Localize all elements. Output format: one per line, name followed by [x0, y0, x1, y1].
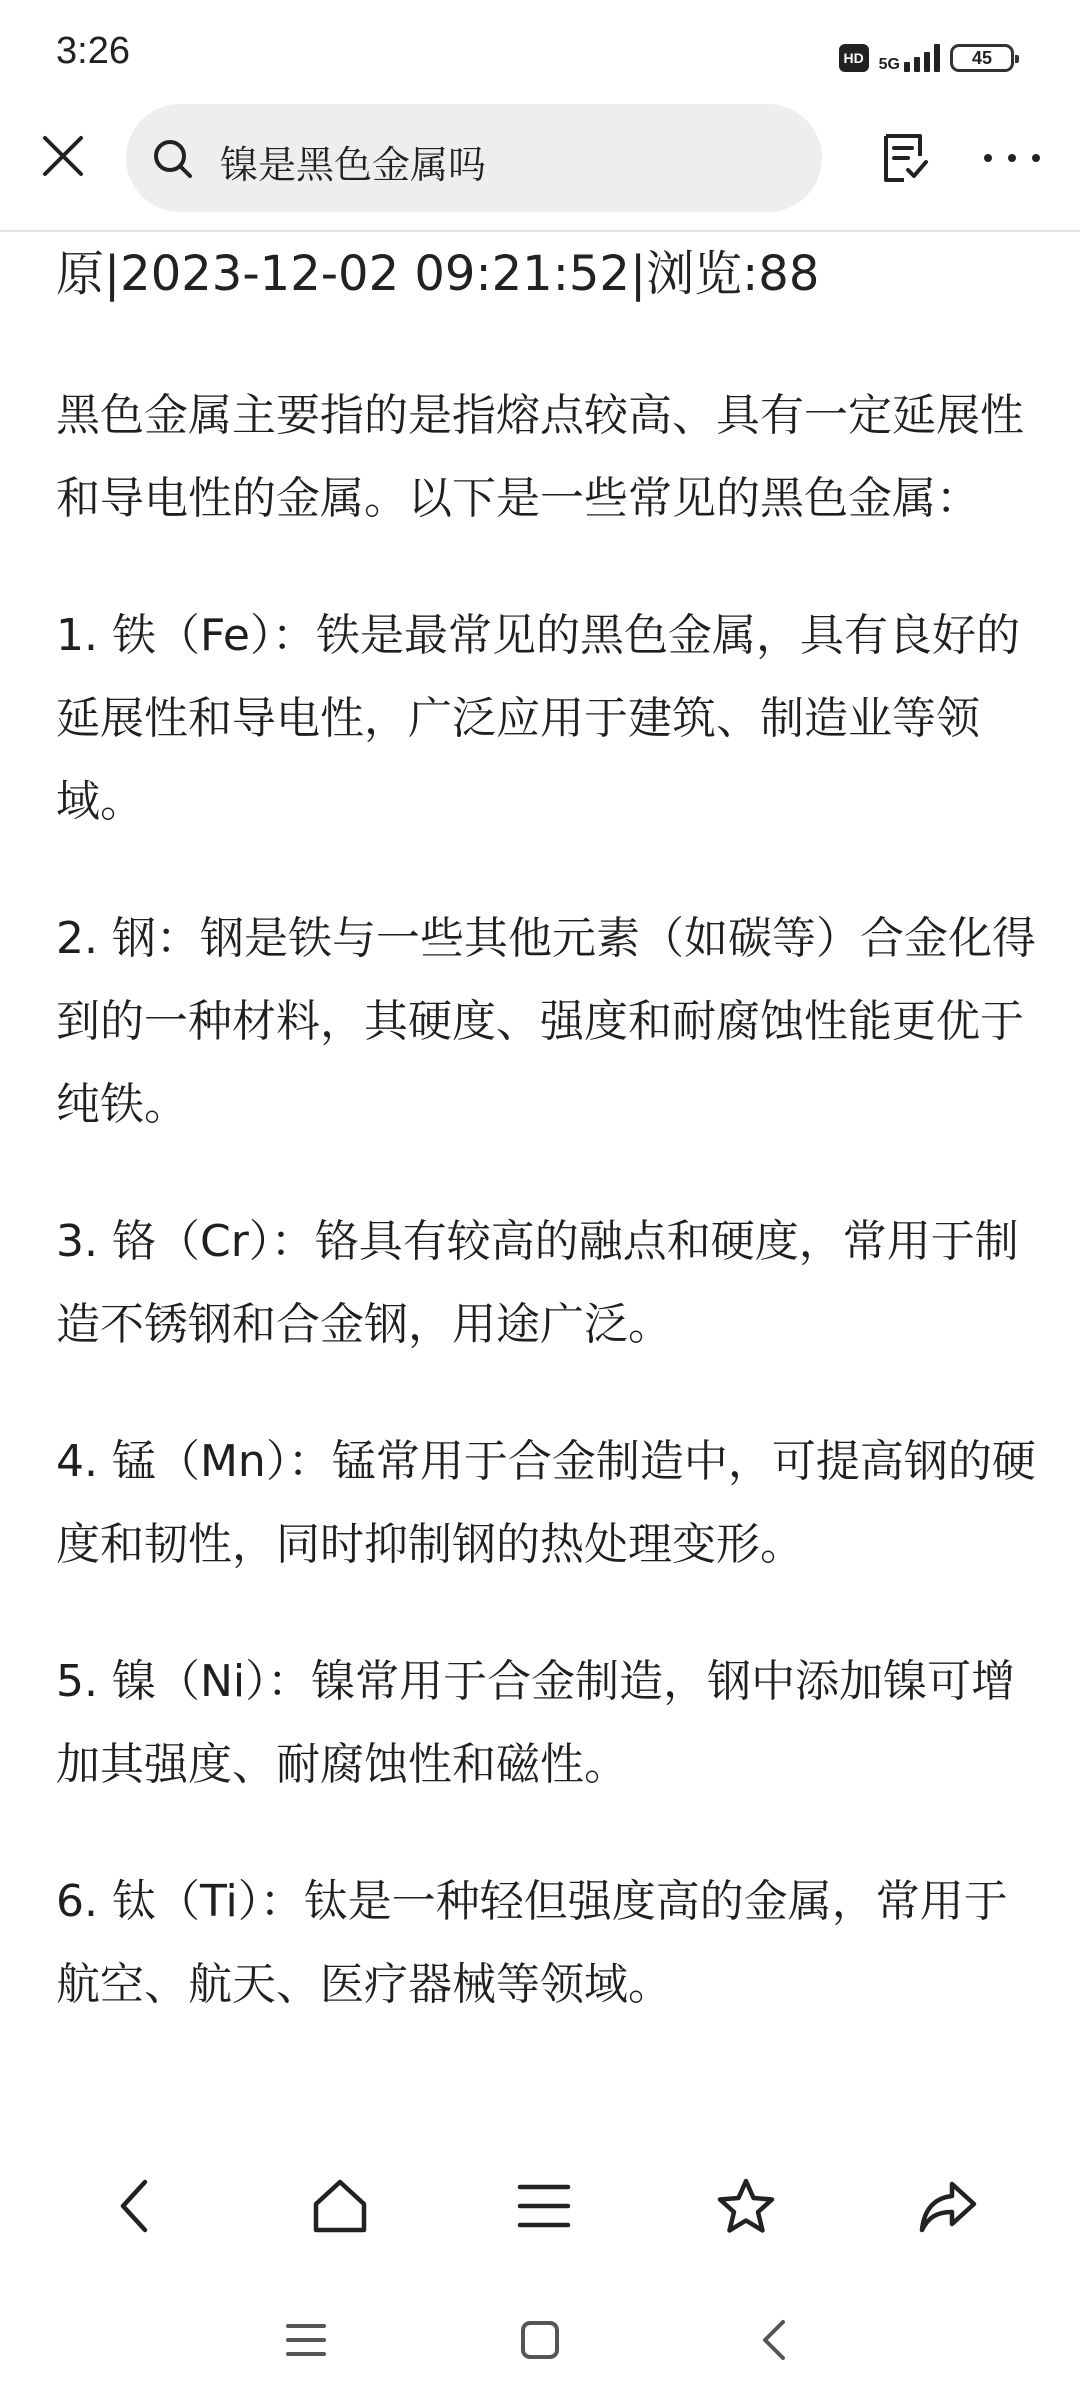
search-icon [152, 138, 194, 180]
article-intro: 黑色金属主要指的是指熔点较高、具有一定延展性和导电性的金属。以下是一些常见的黑色金属： [56, 390, 1024, 524]
recent-apps-button[interactable] [276, 2310, 336, 2370]
status-time: 3:26 [56, 30, 130, 72]
list-item: 2. 钢：钢是铁与一些其他元素（如碳等）合金化得到的一种材料，其硬度、强度和耐腐蚀性能更优于纯铁。 [56, 913, 1036, 1130]
list-item: 1. 铁（Fe）：铁是最常见的黑色金属，具有良好的延展性和导电性，广泛应用于建筑、制造业等领域。 [56, 610, 1020, 827]
close-button[interactable] [35, 128, 91, 184]
star-icon [715, 2176, 777, 2236]
reader-mode-icon [876, 130, 932, 186]
status-icons [839, 38, 1014, 78]
hd-badge: HD [839, 44, 869, 72]
system-back-button[interactable] [744, 2310, 804, 2370]
share-button[interactable] [912, 2170, 984, 2242]
signal-bars-icon [904, 44, 940, 72]
back-icon [759, 2318, 789, 2362]
list-item: 5. 镍（Ni）：镍常用于合金制造，钢中添加镍可增加其强度、耐腐蚀性和磁性。 [56, 1656, 1016, 1790]
battery-indicator: 45 [950, 44, 1014, 72]
more-options-button[interactable] [984, 130, 1040, 186]
bookmark-button[interactable] [710, 2170, 782, 2242]
back-icon [111, 2176, 161, 2236]
browser-bottom-bar [0, 2140, 1080, 2270]
list-item: 6. 钛（Ti）：钛是一种轻但强度高的金属，常用于航空、航天、医疗器械等领域。 [56, 1876, 1008, 2010]
search-query[interactable]: 镍是黑色金属吗 [220, 143, 487, 187]
article-meta: 原|2023-12-02 09:21:52|浏览:88 [56, 246, 820, 302]
system-navigation-bar [0, 2290, 1080, 2400]
menu-icon [516, 2181, 572, 2231]
home-button[interactable] [304, 2170, 376, 2242]
home-icon [310, 2176, 370, 2236]
menu-button[interactable] [508, 2170, 580, 2242]
search-bar[interactable] [126, 104, 822, 212]
close-icon [41, 134, 85, 178]
system-home-button[interactable] [510, 2310, 570, 2370]
list-item: 3. 铬（Cr）：铬具有较高的融点和硬度，常用于制造不锈钢和合金钢，用途广泛。 [56, 1216, 1019, 1350]
back-button[interactable] [100, 2170, 172, 2242]
more-icon [984, 154, 992, 162]
reader-mode-button[interactable] [876, 130, 932, 186]
network-type: 5G [878, 56, 900, 73]
status-bar [0, 0, 1080, 100]
menu-icon [286, 2322, 326, 2358]
signal-indicator [879, 44, 940, 72]
article-content [56, 236, 1036, 2136]
share-icon [916, 2178, 980, 2234]
top-toolbar [0, 100, 1080, 232]
square-icon [520, 2320, 560, 2360]
list-item: 4. 锰（Mn）：锰常用于合金制造中，可提高钢的硬度和韧性，同时抑制钢的热处理变形。 [56, 1436, 1036, 1570]
